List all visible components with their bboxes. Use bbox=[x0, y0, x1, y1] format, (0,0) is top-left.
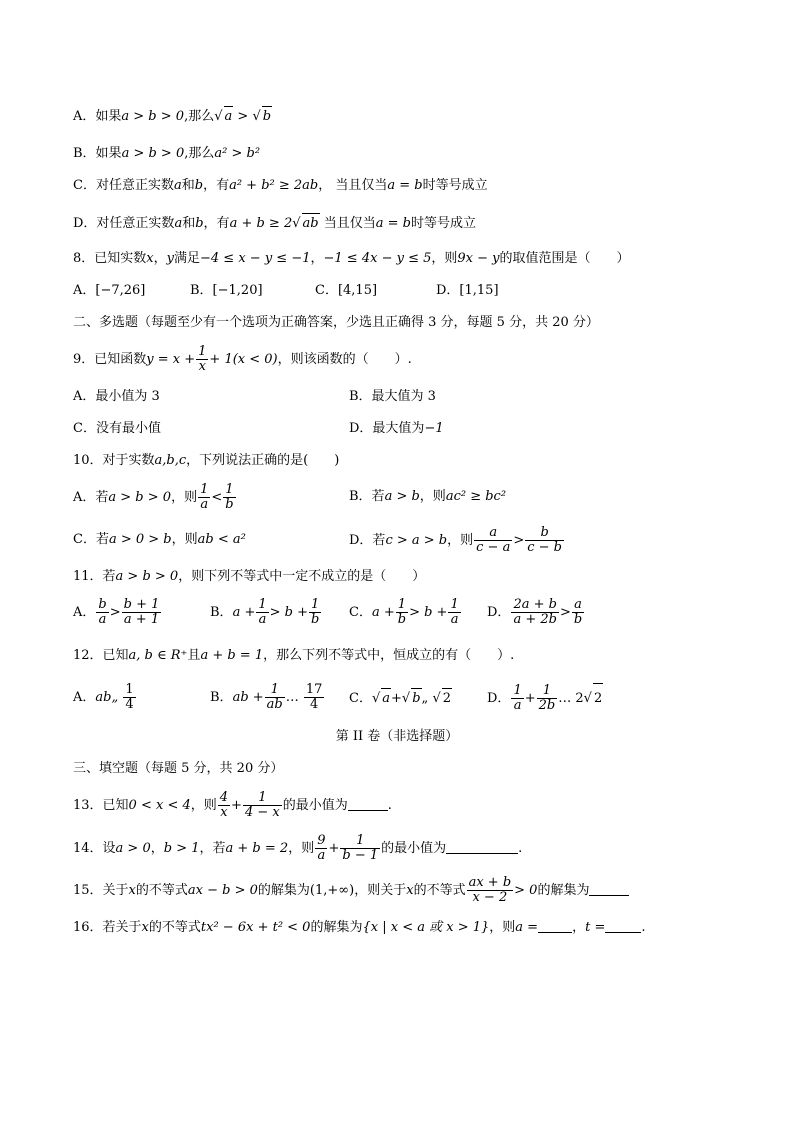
sqrt-symbol: √ bbox=[214, 109, 223, 124]
denominator: x bbox=[220, 805, 228, 820]
radicand: ab bbox=[302, 213, 320, 234]
q10-stem bbox=[73, 451, 339, 471]
math: −4 ≤ x − y ≤ −1 bbox=[200, 251, 311, 266]
math: ac² ≥ bc² bbox=[445, 489, 507, 504]
q8-stem bbox=[73, 249, 630, 269]
numerator: 1 bbox=[265, 683, 285, 698]
text: ，则 bbox=[288, 841, 315, 856]
fraction bbox=[304, 683, 325, 712]
text: C． bbox=[349, 605, 372, 620]
math: y = x + bbox=[146, 352, 196, 367]
text: 的最小值为 bbox=[282, 798, 348, 813]
text: 当且仅当 bbox=[319, 216, 376, 231]
text: 11．若 bbox=[73, 569, 116, 584]
text: ，有 bbox=[203, 216, 230, 231]
text: ，则 bbox=[190, 798, 217, 813]
numerator: 1 bbox=[223, 483, 235, 498]
math: b bbox=[194, 178, 204, 193]
math: a > 0 > b bbox=[108, 532, 172, 547]
math: < bbox=[211, 490, 223, 505]
fraction bbox=[122, 598, 162, 627]
math: a + b = 1 bbox=[200, 648, 264, 663]
q11-option-b bbox=[210, 598, 322, 628]
q9-option-d bbox=[349, 419, 444, 439]
denominator: a + 1 bbox=[123, 612, 160, 627]
q11-stem bbox=[73, 567, 425, 587]
text: 10．对于实数 bbox=[73, 453, 155, 468]
text: ，则 bbox=[489, 920, 516, 935]
text: 12．已知 bbox=[73, 648, 129, 663]
math: {x | x < a 或 x > 1} bbox=[362, 920, 490, 935]
text: ，则 bbox=[447, 533, 474, 548]
math: „ bbox=[421, 691, 429, 706]
q10-option-b bbox=[349, 487, 506, 507]
text: D．对任意正实数 bbox=[73, 216, 175, 231]
fraction bbox=[243, 791, 282, 820]
text: A． bbox=[73, 605, 96, 620]
math: a > b > 0 bbox=[121, 109, 185, 124]
numerator: 1 bbox=[125, 682, 134, 697]
math: ab + bbox=[232, 690, 264, 705]
text: ，则该函数的（ ）. bbox=[277, 352, 412, 367]
text: ，则下列不等式中一定不成立的是（ ） bbox=[178, 569, 426, 584]
text: 9．已知函数 bbox=[73, 352, 147, 367]
math: a > b > 0 bbox=[121, 146, 185, 161]
q8-option-d: D．[1,15] bbox=[436, 283, 499, 298]
text: 的不等式 bbox=[148, 920, 201, 935]
text: B． bbox=[210, 690, 233, 705]
math: a + bbox=[232, 605, 256, 620]
q9-option-c: C．没有最小值 bbox=[73, 421, 161, 436]
q9-option-a: A．最小值为 3 bbox=[73, 389, 160, 404]
radicand: 2 bbox=[593, 683, 603, 714]
fraction bbox=[196, 345, 208, 374]
numerator: b bbox=[525, 526, 564, 541]
q7-option-c bbox=[73, 176, 488, 196]
math: b bbox=[195, 216, 204, 231]
text: C．若 bbox=[73, 532, 109, 547]
q12-option-c bbox=[349, 688, 452, 709]
q10-option-d bbox=[349, 526, 565, 556]
fraction bbox=[315, 834, 327, 863]
math: a² > b² bbox=[214, 146, 261, 161]
q9-option-b: B．最大值为 3 bbox=[349, 389, 436, 404]
text: . bbox=[387, 798, 392, 813]
denominator: ab bbox=[266, 697, 283, 712]
denominator: b bbox=[225, 497, 234, 512]
text: ， 当且仅当 bbox=[318, 178, 388, 193]
text: ，则 bbox=[171, 532, 198, 547]
fraction bbox=[265, 683, 285, 712]
sqrt-symbol: √ bbox=[292, 216, 301, 231]
numerator: b bbox=[98, 597, 107, 612]
numerator: 2a + b bbox=[513, 597, 557, 612]
math: a > b > 0 bbox=[115, 569, 179, 584]
answer-blank[interactable] bbox=[538, 918, 572, 933]
math: > b + bbox=[409, 605, 448, 620]
fraction bbox=[448, 598, 460, 627]
radicand: 2 bbox=[442, 688, 452, 709]
math: a = b bbox=[375, 216, 411, 231]
q8-option-a: A．[−7,26] bbox=[73, 283, 146, 298]
fraction bbox=[309, 598, 321, 627]
math: + bbox=[231, 798, 242, 813]
text: ，则 bbox=[171, 490, 198, 505]
text: B．若 bbox=[349, 489, 385, 504]
math: > 0 bbox=[514, 883, 538, 898]
math: a + b = 2 bbox=[225, 841, 289, 856]
math: ax − b > 0 bbox=[187, 883, 258, 898]
fraction bbox=[198, 483, 210, 512]
q12-option-b bbox=[210, 683, 325, 713]
text: 8．已知实数 bbox=[73, 251, 147, 266]
math: > b + bbox=[269, 605, 308, 620]
volume-heading: 第 II 卷（非选择题） bbox=[335, 729, 459, 744]
denominator: a bbox=[317, 848, 326, 863]
q13 bbox=[73, 791, 392, 821]
text: 16．若关于 bbox=[73, 920, 142, 935]
math: x bbox=[146, 251, 154, 266]
math: > bbox=[109, 605, 121, 620]
text: ，下列说法正确的是( ) bbox=[186, 453, 340, 468]
fraction bbox=[256, 598, 268, 627]
numerator: 4 bbox=[219, 790, 229, 805]
denominator: x bbox=[198, 359, 206, 374]
text: ， bbox=[572, 920, 586, 935]
q7-option-b bbox=[73, 144, 260, 164]
text: 且 bbox=[187, 648, 201, 663]
fraction bbox=[396, 598, 408, 627]
answer-blank[interactable] bbox=[446, 839, 518, 854]
radicand: a bbox=[224, 106, 234, 127]
text: 的解集为 bbox=[537, 883, 590, 898]
math: a = bbox=[515, 920, 539, 935]
math: (1,+∞) bbox=[309, 883, 355, 898]
fraction bbox=[525, 526, 564, 555]
text: A．若 bbox=[73, 490, 109, 505]
text: 和 bbox=[182, 216, 196, 231]
math: … bbox=[558, 691, 572, 706]
text: ，若 bbox=[199, 841, 226, 856]
numerator: 1 bbox=[450, 597, 459, 612]
q15 bbox=[73, 876, 629, 906]
text: . bbox=[641, 920, 646, 935]
math: c > a > b bbox=[385, 533, 448, 548]
numerator: a bbox=[572, 598, 584, 613]
text: 时等号成立 bbox=[410, 216, 476, 231]
math: + 1(x < 0) bbox=[209, 352, 278, 367]
fraction bbox=[474, 526, 512, 555]
fraction bbox=[123, 683, 135, 712]
q8-option-c: C．[4,15] bbox=[315, 283, 378, 298]
q12-option-a bbox=[73, 683, 137, 713]
math: tx² − 6x + t² < 0 bbox=[200, 920, 311, 935]
denominator: 4 bbox=[310, 697, 319, 712]
math: a,b,c bbox=[154, 453, 187, 468]
math: > bbox=[513, 533, 525, 548]
denominator: 2b bbox=[538, 698, 556, 713]
text: 13．已知 bbox=[73, 798, 129, 813]
text: 的不等式 bbox=[413, 883, 466, 898]
radicand: b bbox=[411, 688, 421, 709]
denominator: 4 bbox=[125, 697, 134, 712]
math: a bbox=[173, 178, 182, 193]
fraction bbox=[511, 684, 523, 713]
answer-blank[interactable] bbox=[348, 796, 388, 811]
math: t = bbox=[585, 920, 606, 935]
math: a² + b² ≥ 2ab bbox=[229, 178, 319, 193]
text: 的解集为 bbox=[310, 920, 363, 935]
text: ，则关于 bbox=[354, 883, 407, 898]
q11-option-a bbox=[73, 598, 162, 628]
text: C． bbox=[349, 691, 372, 706]
math: a + bbox=[371, 605, 395, 620]
denominator: a + 2b bbox=[513, 612, 557, 627]
math: a = b bbox=[387, 178, 423, 193]
text: A． bbox=[73, 690, 96, 705]
text: ，则 bbox=[419, 489, 446, 504]
math: + bbox=[391, 691, 402, 706]
q10-option-a bbox=[73, 483, 237, 513]
text: 满足 bbox=[174, 251, 201, 266]
denominator: a bbox=[98, 612, 107, 627]
q9-stem bbox=[73, 345, 412, 375]
fraction bbox=[96, 598, 108, 627]
math: a > b > 0 bbox=[108, 490, 172, 505]
math: 0 < x < 4 bbox=[128, 798, 191, 813]
q10-option-c bbox=[73, 530, 246, 550]
text: ，那么下列不等式中，恒成立的有（ ）. bbox=[263, 648, 515, 663]
denominator: a bbox=[258, 612, 267, 627]
math: a, b ∈ R⁺ bbox=[128, 648, 188, 663]
radicand: b bbox=[262, 106, 272, 127]
text: B． bbox=[210, 605, 233, 620]
text: . bbox=[518, 841, 523, 856]
denominator: x − 2 bbox=[472, 890, 508, 905]
math: b > 1 bbox=[163, 841, 200, 856]
math: a > b bbox=[384, 489, 420, 504]
math: x bbox=[406, 883, 414, 898]
math: −1 ≤ 4x − y ≤ 5 bbox=[323, 251, 432, 266]
q12-option-d bbox=[487, 683, 603, 714]
math: −1 bbox=[424, 421, 444, 436]
radicand: a bbox=[381, 688, 391, 709]
text: A．如果 bbox=[73, 109, 122, 124]
numerator: a bbox=[474, 526, 512, 541]
numerator: 17 bbox=[305, 682, 323, 697]
text: 14．设 bbox=[73, 841, 116, 856]
text: ， bbox=[153, 251, 167, 266]
numerator: 1 bbox=[340, 834, 380, 849]
fraction bbox=[467, 876, 514, 905]
q11-option-d bbox=[487, 598, 585, 628]
numerator: 1 bbox=[309, 598, 321, 613]
section-heading-fill-in: 三、填空题（每题 5 分，共 20 分） bbox=[73, 761, 284, 776]
fraction bbox=[218, 791, 230, 820]
math: 2 bbox=[575, 691, 584, 706]
math: ab < a² bbox=[197, 532, 246, 547]
denominator: c − a bbox=[476, 540, 511, 555]
math: + bbox=[524, 691, 536, 706]
numerator: ax + b bbox=[468, 875, 512, 890]
denominator: c − b bbox=[527, 540, 562, 555]
numerator: 1 bbox=[396, 598, 408, 613]
math: ab„ bbox=[95, 690, 119, 705]
math: x bbox=[141, 920, 149, 935]
text: D． bbox=[487, 691, 511, 706]
q16 bbox=[73, 918, 645, 938]
section-heading-multiple-choice: 二、多选题（每题至少有一个选项为正确答案，少选且正确得 3 分，每题 5 分，共 20 分） bbox=[73, 315, 599, 330]
text: 和 bbox=[181, 178, 195, 193]
math: y bbox=[166, 251, 174, 266]
denominator: b − 1 bbox=[342, 848, 379, 863]
text: ,那么 bbox=[184, 146, 215, 161]
numerator: 1 bbox=[258, 597, 267, 612]
numerator: 1 bbox=[243, 791, 282, 806]
text: 时等号成立 bbox=[422, 178, 488, 193]
sqrt-symbol: √ bbox=[252, 109, 261, 124]
denominator: a bbox=[200, 497, 209, 512]
math: 9x − y bbox=[457, 251, 500, 266]
text: D． bbox=[487, 605, 511, 620]
math: a > 0 bbox=[115, 841, 151, 856]
text: 15．关于 bbox=[73, 883, 129, 898]
fraction bbox=[340, 834, 380, 863]
text: D．最大值为 bbox=[349, 421, 425, 436]
math: a bbox=[174, 216, 183, 231]
fraction bbox=[223, 483, 235, 512]
q8-option-b: B．[−1,20] bbox=[190, 283, 263, 298]
denominator: b bbox=[573, 612, 583, 627]
text: B．如果 bbox=[73, 146, 122, 161]
numerator: 1 bbox=[198, 344, 207, 359]
sqrt-symbol: √ bbox=[432, 691, 441, 706]
numerator: b + 1 bbox=[123, 597, 160, 612]
fraction bbox=[511, 598, 559, 627]
text: ，则 bbox=[431, 251, 458, 266]
sqrt-symbol: √ bbox=[583, 691, 592, 706]
math: a + b ≥ 2 bbox=[229, 216, 293, 231]
numerator: 1 bbox=[537, 684, 558, 699]
math: x bbox=[128, 883, 136, 898]
answer-blank[interactable] bbox=[605, 918, 641, 933]
q7-option-a: A．如果a > b > 0,那么√ a > √ b bbox=[73, 106, 272, 127]
text: ， bbox=[150, 841, 164, 856]
fraction bbox=[572, 598, 584, 627]
text: 的解集为 bbox=[257, 883, 310, 898]
text: D．若 bbox=[349, 533, 386, 548]
math: > bbox=[559, 605, 571, 620]
sqrt-symbol: √ bbox=[401, 691, 411, 706]
text: ， bbox=[310, 251, 324, 266]
text: 的不等式 bbox=[135, 883, 188, 898]
q12-stem bbox=[73, 646, 514, 666]
denominator: a bbox=[450, 612, 459, 627]
answer-blank[interactable] bbox=[589, 881, 629, 896]
text: ，有 bbox=[203, 178, 230, 193]
text: 的取值范围是（ ） bbox=[499, 251, 630, 266]
math: + bbox=[328, 841, 340, 856]
q7-option-d bbox=[73, 213, 476, 234]
math: … bbox=[285, 690, 299, 705]
numerator: 9 bbox=[317, 833, 326, 848]
numerator: 1 bbox=[200, 482, 209, 497]
q14 bbox=[73, 834, 522, 864]
q11-option-c bbox=[349, 598, 462, 628]
denominator: b bbox=[397, 612, 407, 627]
denominator: 4 − x bbox=[244, 805, 280, 820]
text: 的最小值为 bbox=[381, 841, 447, 856]
text: C．对任意正实数 bbox=[73, 178, 174, 193]
sqrt-symbol: √ bbox=[371, 691, 381, 706]
numerator: 1 bbox=[513, 683, 522, 698]
denominator: b bbox=[311, 612, 320, 627]
denominator: a bbox=[513, 698, 522, 713]
fraction bbox=[537, 684, 558, 713]
text: ,那么 bbox=[184, 109, 215, 124]
